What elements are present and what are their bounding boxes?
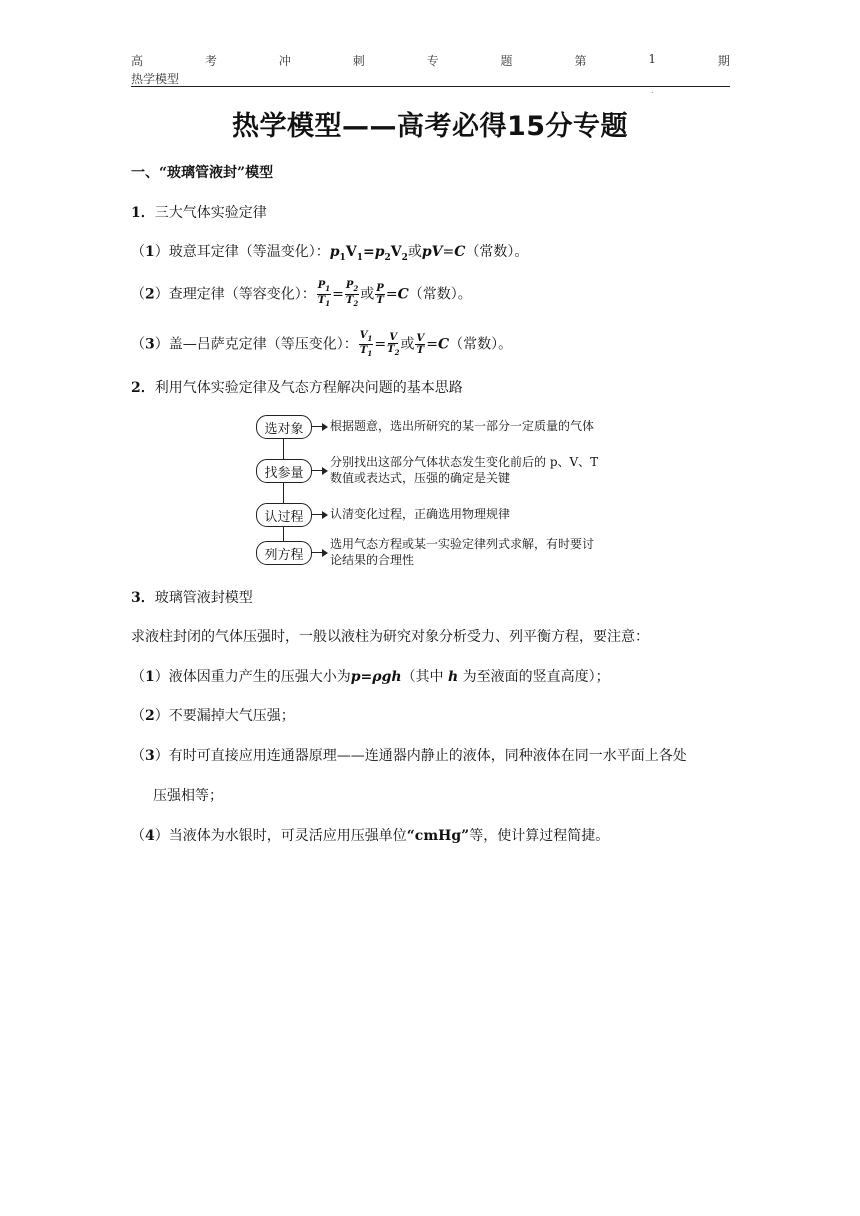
point-1: （1）液体因重力产生的压强大小为p=ρgh（其中 h 为至液面的竖直高度）； xyxy=(131,669,610,685)
law-charles: （2）查理定律（等容变化）： $\frac{P_1}{T_1}$ = $\frac{P_2}{T_2}$ 或 $\frac{P}{T}$ =C（常数）。 xyxy=(131,280,472,308)
point-text: 当液体为水银时，可灵活应用压强单位 xyxy=(168,828,407,844)
boyle-formula: $p_1V_1=p_2V_2$ xyxy=(329,244,408,263)
flow-desc-line: 论结果的合理性 xyxy=(330,553,415,567)
law-number: 3 xyxy=(145,336,155,353)
item-1: 1．三大气体实验定律 xyxy=(131,205,267,221)
constant-symbol: C xyxy=(437,336,450,353)
flow-node: 列方程 xyxy=(256,541,312,565)
point-number: 3 xyxy=(145,748,155,764)
fraction-v-t: $\frac{V}{T}$ xyxy=(416,333,425,356)
flow-desc-line: 认清变化过程，正确选用物理规律 xyxy=(330,507,511,521)
pv-symbol: pV xyxy=(421,244,443,260)
point-text: 等，使计算过程简捷。 xyxy=(469,828,610,844)
header-subtitle: 热学模型 xyxy=(131,72,180,86)
unit-text: “cmHg” xyxy=(406,828,470,844)
header-char: 考 xyxy=(204,54,217,68)
point-number: 4 xyxy=(145,828,155,844)
flow-desc xyxy=(330,536,594,568)
header-char: 高 xyxy=(131,54,144,68)
fraction-p2-t2: $\frac{P_2}{T_2}$ xyxy=(345,280,359,308)
point-3: （3）有时可直接应用连通器原理——连通器内静止的液体，同种液体在同一水平面上各处 xyxy=(131,748,687,764)
point-number: 1 xyxy=(145,669,155,685)
flow-desc xyxy=(330,418,594,434)
section-heading: 一、“玻璃管液封”模型 xyxy=(131,165,274,181)
item-text: 三大气体实验定律 xyxy=(154,205,267,221)
flow-connector xyxy=(283,426,284,554)
law-suffix: （常数）。 xyxy=(408,286,472,303)
intro-paragraph: 求液柱封闭的气体压强时，一般以液柱为研究对象分析受力、列平衡方程，要注意： xyxy=(131,629,649,645)
flow-desc xyxy=(330,454,598,486)
flow-desc-line: 根据题意，选出所研究的某一部分一定质量的气体 xyxy=(330,419,595,433)
constant-symbol: C xyxy=(454,244,466,260)
point-3-continued: 压强相等； xyxy=(153,788,223,804)
point-text: 为至液面的竖直高度）； xyxy=(462,669,610,685)
fraction-p1-t1: $\frac{P_1}{T_1}$ xyxy=(317,280,331,308)
header-char: 第 xyxy=(574,54,587,68)
or-text: 或 xyxy=(360,286,375,303)
item-number: 2 xyxy=(131,380,141,396)
arrow-icon xyxy=(312,552,326,553)
item-number: 3 xyxy=(131,590,141,606)
pressure-formula: p=ρgh xyxy=(350,669,402,685)
header-char: 专 xyxy=(426,54,439,68)
flow-node: 选对象 xyxy=(256,415,312,439)
flow-desc-line: 数值或表达式，压强的确定是关键 xyxy=(330,471,511,485)
point-text: （其中 xyxy=(401,669,444,685)
point-text: 不要漏掉大气压强； xyxy=(168,708,295,724)
law-suffix: （常数）。 xyxy=(465,244,529,260)
point-2: （2）不要漏掉大气压强； xyxy=(131,708,295,724)
law-gay-lussac: （3）盖—吕萨克定律（等压变化）： $\frac{V_1}{T_1}$ = $\frac{V}{T_2}$ 或 $\frac{V}{T}$ =C（常数）。 xyxy=(131,330,513,358)
header-rule xyxy=(131,86,730,87)
point-number: 2 xyxy=(145,708,155,724)
point-text: 液体因重力产生的压强大小为 xyxy=(168,669,351,685)
header-char: 1 xyxy=(648,52,656,66)
law-text: 查理定律（等容变化）： xyxy=(168,286,316,303)
law-number: 2 xyxy=(145,286,155,303)
item-text: 玻璃管液封模型 xyxy=(154,590,253,606)
header-char: 冲 xyxy=(278,54,291,68)
page-title: 热学模型——高考必得15分专题 xyxy=(231,111,629,142)
fraction-p-t: $\frac{P}{T}$ xyxy=(376,283,384,306)
arrow-icon xyxy=(312,514,326,515)
arrow-icon xyxy=(312,426,326,427)
equals: = xyxy=(385,286,398,303)
law-suffix: （常数）。 xyxy=(449,336,513,353)
item-3: 3．玻璃管液封模型 xyxy=(131,590,253,606)
equals: = xyxy=(442,244,455,260)
flow-node: 找参量 xyxy=(256,459,312,483)
fraction-v-t2: $\frac{V}{T_2}$ xyxy=(387,331,400,357)
law-number: 1 xyxy=(145,244,155,260)
page-header xyxy=(131,52,730,69)
arrow-icon xyxy=(312,470,326,471)
item-text: 利用气体实验定律及气态方程解决问题的基本思路 xyxy=(154,380,463,396)
header-dot: . xyxy=(651,86,654,95)
law-boyle: （1）玻意耳定律（等温变化）：$p_1V_1=p_2V_2$或pV=C（常数）。 xyxy=(131,244,529,263)
constant-symbol: C xyxy=(397,286,409,303)
flow-node: 认过程 xyxy=(256,503,312,527)
solution-flowchart xyxy=(250,410,620,570)
point-4: （4）当液体为水银时，可灵活应用压强单位“cmHg”等，使计算过程简捷。 xyxy=(131,828,610,844)
law-text: 盖—吕萨克定律（等压变化）： xyxy=(168,336,358,353)
flow-desc-line: 分别找出这部分气体状态发生变化前后的 p、V、T xyxy=(330,455,599,469)
item-number: 1 xyxy=(131,205,141,221)
or-text: 或 xyxy=(400,336,415,353)
law-text: 玻意耳定律（等温变化）： xyxy=(168,244,330,260)
fraction-v1-t1: $\frac{V_1}{T_1}$ xyxy=(359,330,373,358)
h-symbol: h xyxy=(448,669,459,685)
item-2: 2．利用气体实验定律及气态方程解决问题的基本思路 xyxy=(131,380,463,396)
or-text: 或 xyxy=(407,244,422,260)
flow-desc xyxy=(330,506,510,522)
header-char: 刺 xyxy=(352,54,365,68)
point-text: 有时可直接应用连通器原理——连通器内静止的液体，同种液体在同一水平面上各处 xyxy=(168,748,687,764)
equals: = xyxy=(426,336,438,353)
header-char: 题 xyxy=(500,54,513,68)
header-char: 期 xyxy=(717,54,730,68)
flow-desc-line: 选用气态方程或某一实验定律列式求解，有时要讨 xyxy=(330,537,595,551)
